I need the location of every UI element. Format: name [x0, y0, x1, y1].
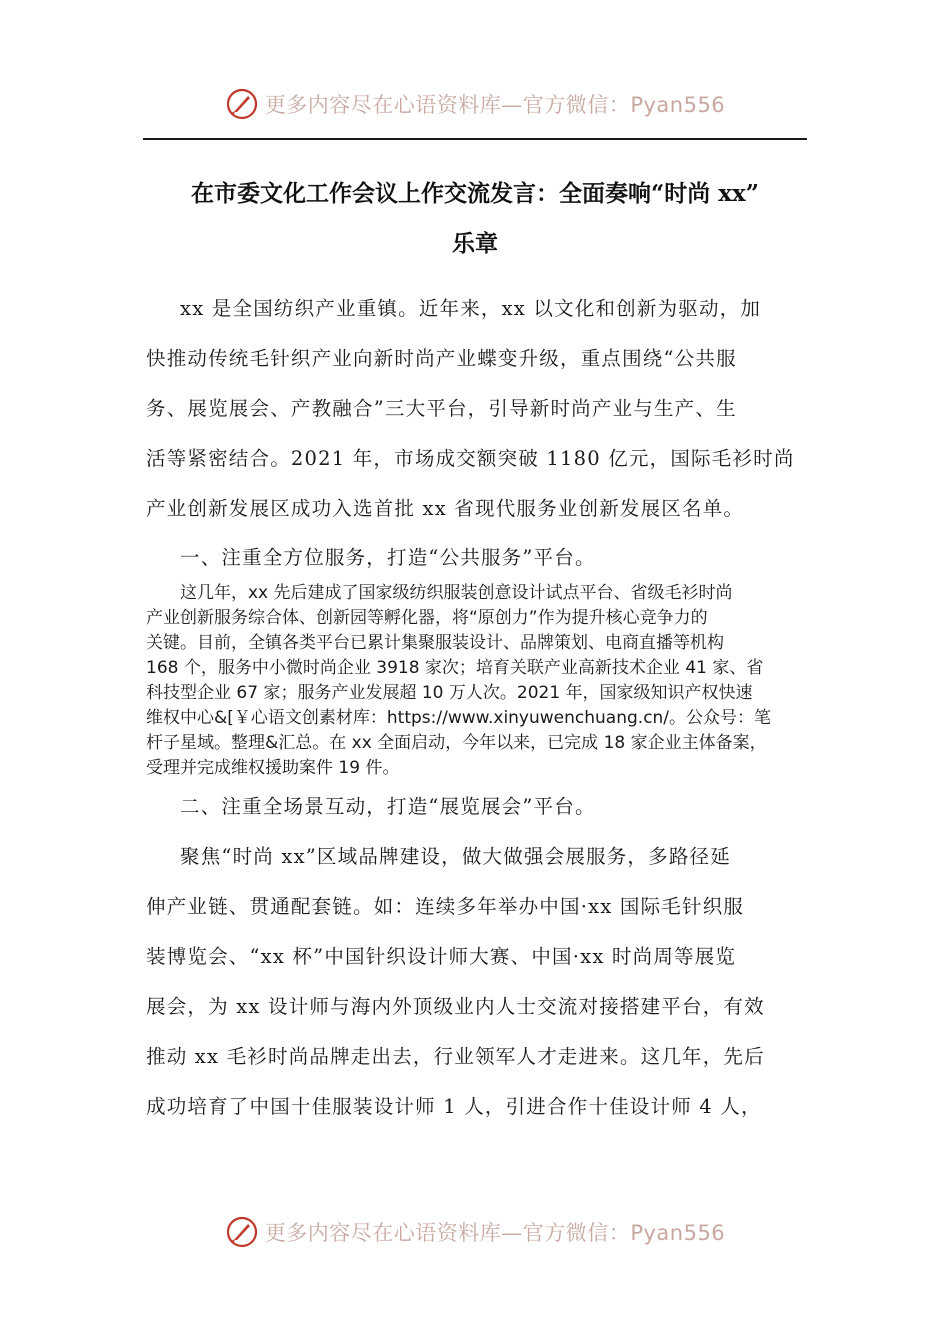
- document-title-line-1: 在市委文化工作会议上作交流发言：全面奏响“时尚 xx”: [191, 180, 759, 207]
- paragraph-line: 务、展览展会、产教融合”三大平台，引导新时尚产业与生产、生: [146, 397, 737, 420]
- paragraph-line: 展会，为 xx 设计师与海内外顶级业内人士交流对接搭建平台，有效: [146, 995, 765, 1018]
- paragraph-line: 快推动传统毛针织产业向新时尚产业蝶变升级，重点围绕“公共服: [146, 347, 737, 370]
- banner-cn-text: 更多内容尽在心语资料库—官方微信：: [264, 93, 631, 117]
- paragraph-line: 成功培育了中国十佳服装设计师 1 人，引进合作十佳设计师 4 人，: [146, 1095, 762, 1118]
- paragraph-line: 装博览会、“xx 杯”中国针织设计师大赛、中国·xx 时尚周等展览: [146, 945, 737, 968]
- paragraph-line: 活等紧密结合。2021 年，市场成交额突破 1180 亿元，国际毛衫时尚: [146, 447, 795, 470]
- header-divider: [143, 138, 807, 140]
- header-banner: [0, 84, 950, 124]
- paragraph-line: 受理并完成维权援助案件 19 件。: [146, 758, 400, 778]
- paragraph-line: xx 是全国纺织产业重镇。近年来，xx 以文化和创新为驱动，加: [180, 297, 762, 320]
- paragraph-line: 维权中心&[￥心语文创素材库：https://www.xinyuwenchuang.cn/。公众号：笔: [146, 708, 772, 728]
- banner-text: [265, 89, 725, 119]
- section-heading-1: 一、注重全方位服务，打造“公共服务”平台。: [180, 546, 596, 569]
- paragraph-line: 科技型企业 67 家；服务产业发展超 10 万人次。2021 年，国家级知识产权快速: [146, 683, 753, 703]
- quill-logo-icon: [225, 1215, 259, 1249]
- banner-wechat-id: Pyan556: [630, 1221, 726, 1245]
- paragraph-line: 杆子星域。整理&汇总。在 xx 全面启动，今年以来，已完成 18 家企业主体备案，: [146, 733, 767, 753]
- section-heading-2: 二、注重全场景互动，打造“展览展会”平台。: [180, 795, 596, 818]
- footer-banner: [0, 1212, 950, 1252]
- quill-logo-icon: [225, 87, 259, 121]
- paragraph-line: 伸产业链、贯通配套链。如：连续多年举办中国·xx 国际毛针织服: [146, 895, 745, 918]
- banner-wechat-id: Pyan556: [630, 93, 726, 117]
- paragraph-line: 产业创新服务综合体、创新园等孵化器，将“原创力”作为提升核心竞争力的: [146, 608, 708, 628]
- banner-text: [265, 1217, 725, 1247]
- document-title-line-2: 乐章: [452, 230, 498, 257]
- paragraph-line: 关键。目前，全镇各类平台已累计集聚服装设计、品牌策划、电商直播等机构: [146, 633, 724, 653]
- paragraph-line: 168 个，服务中小微时尚企业 3918 家次；培育关联产业高新技术企业 41 家、省: [146, 658, 764, 678]
- paragraph-line: 聚焦“时尚 xx”区域品牌建设，做大做强会展服务，多路径延: [180, 845, 731, 868]
- paragraph-line: 这几年，xx 先后建成了国家级纺织服装创意设计试点平台、省级毛衫时尚: [180, 583, 733, 603]
- paragraph-line: 推动 xx 毛衫时尚品牌走出去，行业领军人才走进来。这几年，先后: [146, 1045, 765, 1068]
- banner-cn-text: 更多内容尽在心语资料库—官方微信：: [264, 1221, 631, 1245]
- paragraph-line: 产业创新发展区成功入选首批 xx 省现代服务业创新发展区名单。: [146, 497, 745, 520]
